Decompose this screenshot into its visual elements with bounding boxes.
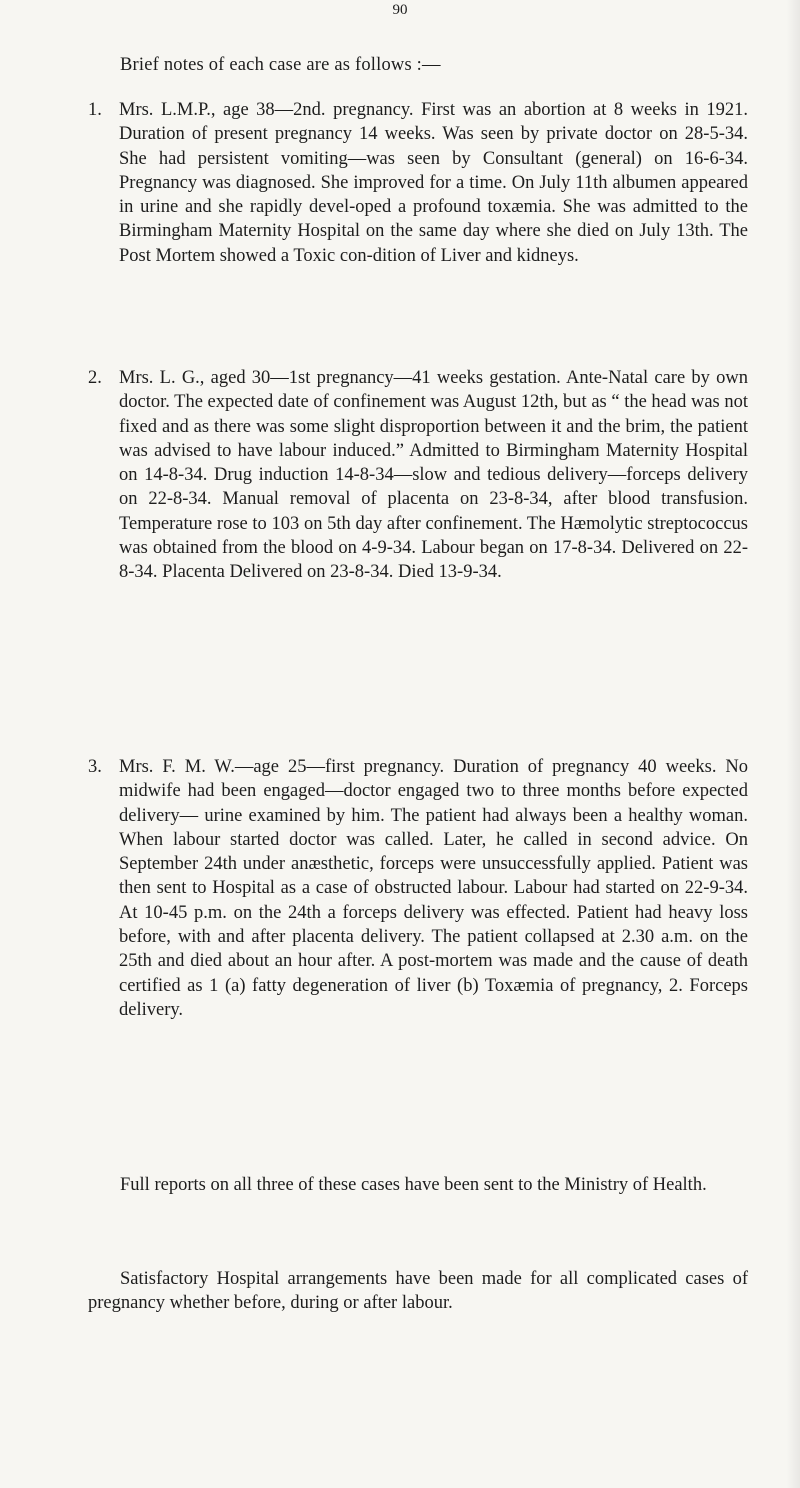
case-3	[88, 755, 748, 1022]
case-text: Mrs. L. G., aged 30—1st pregnancy—41 weeks gestation. Ante-Natal care by own doctor. The expected date of confinement was August 12th, but as “ the head was not fixed and as there was some slight disproportion between it and the brim, the patient was advised to have labour induced.” Admitted to Birmingham Maternity Hospital on 14-8-34. Drug induction 14-8-34—slow and tedious delivery—forceps delivery on 22-8-34. Manual removal of placenta on 23-8-34, after blood transfusion. Temperature rose to 103 on 5th day after confinement. The Hæmolytic streptococcus was obtained from the blood on 4-9-34. Labour began on 17-8-34. Delivered on 22-8-34. Placenta Delivered on 23-8-34. Died 13-9-34.	[119, 368, 748, 583]
case-text: Mrs. L.M.P., age 38—2nd. pregnancy. First was an abortion at 8 weeks in 1921. Duration of present pregnancy 14 weeks. Was seen by private doctor on 28-5-34. She had persistent vomiting—was seen by Consultant (general) on 16-6-34. Pregnancy was diagnosed. She improved for a time. On July 11th albumen appeared in urine and she rapidly devel-oped a profound toxæmia. She was admitted to the Birmingham Maternity Hospital on the same day where she died on July 13th. The Post Mortem showed a Toxic con-dition of Liver and kidneys.	[119, 100, 748, 266]
case-2	[88, 366, 748, 585]
case-number: 3.	[88, 757, 102, 777]
closing-paragraph-1: Full reports on all three of these cases have been sent to the Ministry of Health.	[120, 1175, 707, 1195]
case-number: 1.	[88, 100, 102, 120]
closing-paragraph-2: Satisfactory Hospital arrangements have been made for all complicated cases of pregnancy whether before, during or after labour.	[88, 1269, 748, 1314]
intro-heading: Brief notes of each case are as follows :—	[120, 55, 441, 75]
page-number: 90	[392, 2, 408, 18]
case-1	[88, 98, 748, 268]
page-edge-shadow	[786, 0, 800, 1488]
case-text: Mrs. F. M. W.—age 25—first pregnancy. Duration of pregnancy 40 weeks. No midwife had been engaged—doctor engaged two to three months before expected delivery— urine examined by him. The patient had always been a healthy woman. When labour started doctor was called. Later, he called in second advice. On September 24th under anæsthetic, forceps were unsuccessfully applied. Patient was then sent to Hospital as a case of obstructed labour. Labour had started on 22-9-34. At 10-45 p.m. on the 24th a forceps delivery was effected. Patient had heavy loss before, with and after placenta delivery. The patient collapsed at 2.30 a.m. on the 25th and died about an hour after. A post-mortem was made and the cause of death certified as 1 (a) fatty degeneration of liver (b) Toxæmia of pregnancy, 2. Forceps delivery.	[119, 757, 748, 1020]
case-number: 2.	[88, 368, 102, 388]
